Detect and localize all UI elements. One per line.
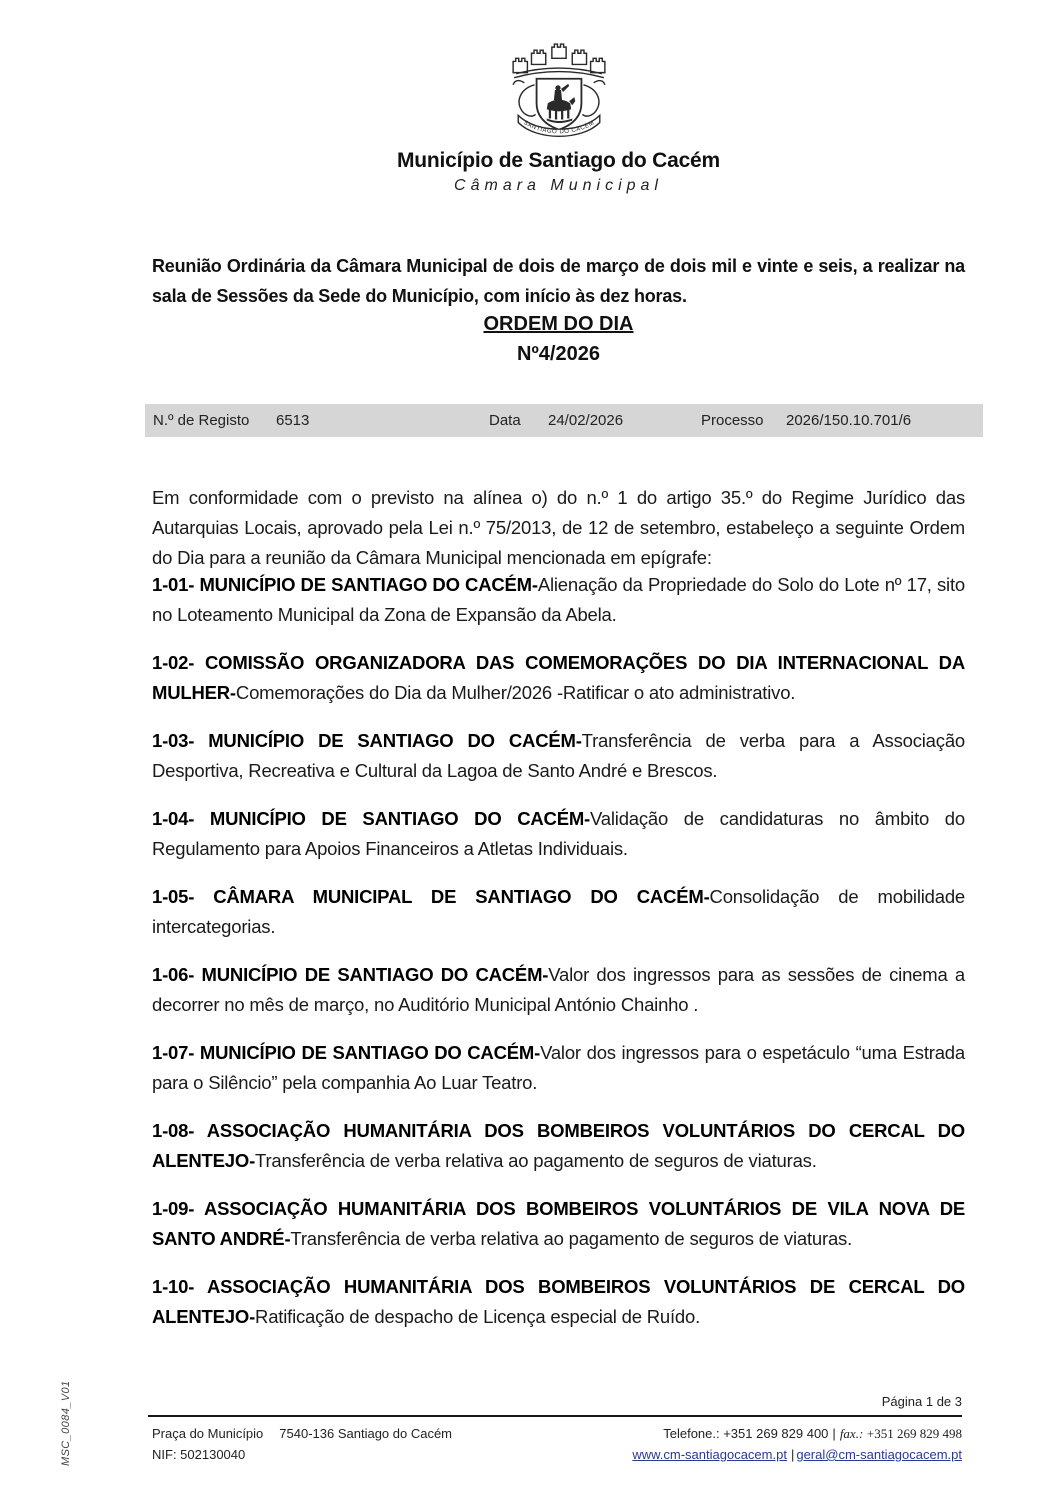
legal-preamble: Em conformidade com o previsto na alínea o) do n.º 1 do artigo 35.º do Regime Jurídico das Autarquias Locais, aprovado pela Lei n.º 75/2013, de 12 de setembro, estabeleço a seguinte Ordem do Dia para a reunião da Câmara Municipal mencionada em epígrafe: <box>152 486 965 568</box>
agenda-title: ORDEM DO DIA <box>483 313 634 335</box>
registry-date-label: Data <box>489 412 521 429</box>
agenda-item-entity: 1-03- MUNICÍPIO DE SANTIAGO DO CACÉM- <box>152 730 582 751</box>
agenda-number: Nº4/2026 <box>517 343 600 365</box>
document-header <box>152 42 965 197</box>
registry-date-value: 24/02/2026 <box>548 412 624 429</box>
agenda-item-subject: Valor dos ingressos para as sessões de cinema a decorrer no mês de março, no Auditório Municipal António Chainho . <box>152 964 965 1015</box>
registry-process-value: 2026/150.10.701/6 <box>786 412 912 429</box>
agenda-item <box>152 570 965 630</box>
agenda-item-entity: 1-10- ASSOCIAÇÃO HUMANITÁRIA DOS BOMBEIROS VOLUNTÁRIOS DE CERCAL DO ALENTEJO- <box>152 1276 965 1327</box>
document-template-code: MSC_0084_V01 <box>60 1380 72 1466</box>
agenda-item <box>152 648 965 708</box>
agenda-item-entity: 1-04- MUNICÍPIO DE SANTIAGO DO CACÉM- <box>152 808 591 829</box>
footer-street: Praça do Município <box>152 1426 264 1441</box>
registry-process-label: Processo <box>701 412 764 429</box>
agenda-item <box>152 882 965 942</box>
agenda-item <box>152 1116 965 1176</box>
agenda-item-entity: 1-07- MUNICÍPIO DE SANTIAGO DO CACÉM- <box>152 1042 541 1063</box>
agenda-item <box>152 1038 965 1098</box>
agenda-items <box>152 570 965 1350</box>
coat-of-arms-icon <box>506 42 612 144</box>
agenda-item-entity: 1-05- CÂMARA MUNICIPAL DE SANTIAGO DO CACÉM- <box>152 886 710 907</box>
registry-number-value: 6513 <box>276 412 310 429</box>
meeting-announcement: Reunião Ordinária da Câmara Municipal de dois de março de dois mil e vinte e seis, a realizar na sala de Sessões da Sede do Município, com início às dez horas. <box>152 256 965 306</box>
agenda-item-subject: Transferência de verba relativa ao pagamento de seguros de viaturas. <box>255 1150 817 1171</box>
agenda-item-subject: Consolidação de mobilidade intercategorias. <box>152 886 965 937</box>
footer-separator: | <box>832 1426 836 1441</box>
agenda-item <box>152 1194 965 1254</box>
page-indicator: Página 1 de 3 <box>881 1394 962 1409</box>
agenda-item-subject: Ratificação de despacho de Licença especial de Ruído. <box>255 1306 701 1327</box>
agenda-item-subject: Transferência de verba para a Associação Desportiva, Recreativa e Cultural da Lagoa de Santo André e Brescos. <box>152 730 965 781</box>
agenda-item-entity: 1-09- ASSOCIAÇÃO HUMANITÁRIA DOS BOMBEIROS VOLUNTÁRIOS DE VILA NOVA DE SANTO ANDRÉ- <box>152 1198 965 1249</box>
agenda-item-subject: Alienação da Propriedade do Solo do Lote nº 17, sito no Loteamento Municipal da Zona de Expansão da Abela. <box>152 574 965 625</box>
agenda-item <box>152 726 965 786</box>
agenda-item-entity: 1-08- ASSOCIAÇÃO HUMANITÁRIA DOS BOMBEIROS VOLUNTÁRIOS DO CERCAL DO ALENTEJO- <box>152 1120 965 1171</box>
department-name: Câmara Municipal <box>454 177 663 194</box>
crest-motto: SANTIAGO DO CACÉM <box>521 119 596 136</box>
agenda-item-entity: 1-01- MUNICÍPIO DE SANTIAGO DO CACÉM- <box>152 574 538 595</box>
agenda-item <box>152 960 965 1020</box>
footer-email-link[interactable]: geral@cm-santiagocacem.pt <box>796 1447 962 1462</box>
agenda-item-subject: Comemorações do Dia da Mulher/2026 -Ratificar o ato administrativo. <box>235 682 796 703</box>
agenda-item-entity: 1-02- COMISSÃO ORGANIZADORA DAS COMEMORAÇÕES DO DIA INTERNACIONAL DA MULHER- <box>152 652 965 703</box>
agenda-item-entity: 1-06- MUNICÍPIO DE SANTIAGO DO CACÉM- <box>152 964 549 985</box>
footer-contacts-block <box>152 1423 962 1465</box>
footer-fax-label: fax.: <box>839 1426 864 1441</box>
agenda-heading <box>152 309 965 369</box>
agenda-item-subject: Valor dos ingressos para o espetáculo “uma Estrada para o Silêncio” pela companhia Ao Luar Teatro. <box>152 1042 965 1093</box>
registry-number-label: N.º de Registo <box>153 412 250 429</box>
footer-postal-code: 7540-136 Santiago do Cacém <box>279 1426 453 1441</box>
agenda-item <box>152 1272 965 1332</box>
footer-divider <box>148 1415 962 1417</box>
footer-website-link[interactable]: www.cm-santiagocacem.pt <box>632 1447 787 1462</box>
agenda-item-subject: Transferência de verba relativa ao pagamento de seguros de viaturas. <box>290 1228 853 1249</box>
registry-bar <box>145 404 983 437</box>
municipality-name: Município de Santiago do Cacém <box>396 149 721 172</box>
footer-link-separator: | <box>790 1447 795 1462</box>
agenda-item <box>152 804 965 864</box>
agenda-item-subject: Validação de candidaturas no âmbito do Regulamento para Apoios Financeiros a Atletas Individuais. <box>152 808 965 859</box>
footer-phone: Telefone.: +351 269 829 400 <box>663 1426 829 1441</box>
footer-nif: NIF: 502130040 <box>152 1447 246 1462</box>
footer-fax-number: +351 269 829 498 <box>866 1426 962 1441</box>
